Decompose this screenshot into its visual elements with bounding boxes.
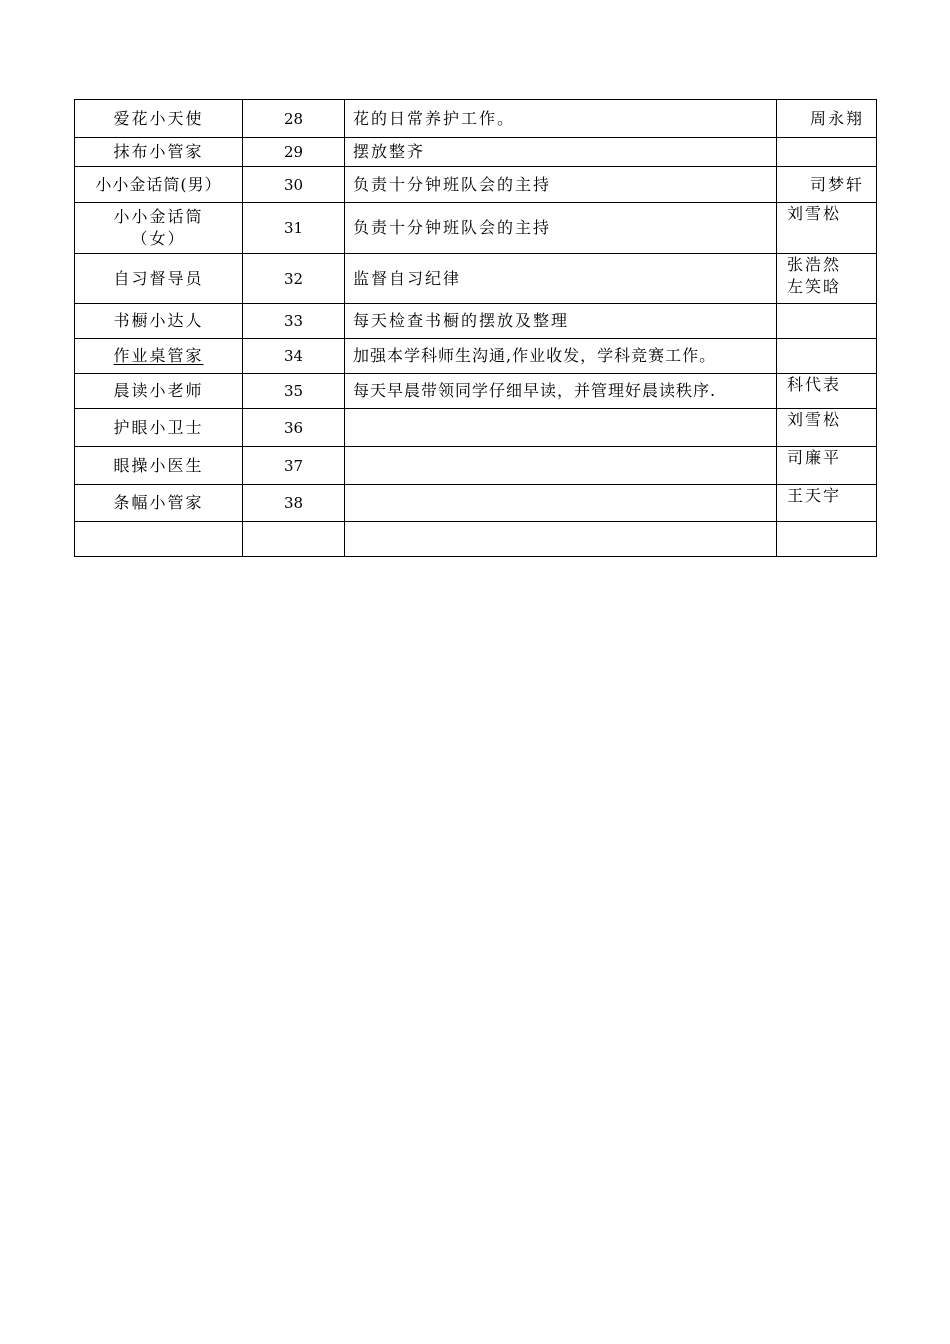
class-roles-table [74, 99, 877, 557]
table-row [75, 409, 877, 447]
person-cell [777, 339, 877, 374]
person-line-1: 张浩然 [787, 255, 842, 274]
table-row [75, 304, 877, 339]
duty-cell: 每天早晨带领同学仔细早读，并管理好晨读秩序. [345, 374, 777, 409]
person-cell: 刘雪松 [777, 203, 877, 254]
number-cell: 31 [243, 203, 345, 254]
duty-cell [345, 485, 777, 522]
role-cell: 自习督导员 [75, 254, 243, 304]
role-cell: 爱花小天使 [75, 100, 243, 138]
person-line-2: 左笑晗 [787, 277, 842, 296]
duty-cell: 摆放整齐 [345, 138, 777, 167]
number-cell: 38 [243, 485, 345, 522]
role-line-2: （女） [131, 229, 186, 248]
table-row [75, 522, 877, 557]
table-row [75, 203, 877, 254]
role-cell: 抹布小管家 [75, 138, 243, 167]
duty-cell: 加强本学科师生沟通,作业收发，学科竞赛工作。 [345, 339, 777, 374]
number-cell [243, 522, 345, 557]
person-cell: 刘雪松 [777, 409, 877, 447]
duty-cell [345, 409, 777, 447]
role-cell: 眼操小医生 [75, 447, 243, 485]
role-cell: 书橱小达人 [75, 304, 243, 339]
number-cell: 36 [243, 409, 345, 447]
table-row [75, 485, 877, 522]
person-cell: 司廉平 [777, 447, 877, 485]
role-cell: 条幅小管家 [75, 485, 243, 522]
role-cell: 晨读小老师 [75, 374, 243, 409]
number-cell: 32 [243, 254, 345, 304]
number-cell: 34 [243, 339, 345, 374]
table-row [75, 339, 877, 374]
duty-cell [345, 522, 777, 557]
table-row [75, 138, 877, 167]
person-cell [777, 522, 877, 557]
table-row [75, 167, 877, 203]
role-cell [75, 522, 243, 557]
number-cell: 28 [243, 100, 345, 138]
person-cell [777, 138, 877, 167]
table-row [75, 374, 877, 409]
person-cell: 周永翔 [777, 100, 877, 138]
duty-cell: 负责十分钟班队会的主持 [345, 167, 777, 203]
duty-cell: 每天检查书橱的摆放及整理 [345, 304, 777, 339]
role-cell: 护眼小卫士 [75, 409, 243, 447]
role-cell: 小小金话筒(男） [75, 167, 243, 203]
table-row [75, 447, 877, 485]
number-cell: 30 [243, 167, 345, 203]
duty-cell [345, 447, 777, 485]
person-cell [777, 254, 877, 304]
table-row [75, 100, 877, 138]
person-cell [777, 304, 877, 339]
role-line-1: 小小金话筒 [113, 207, 204, 226]
duty-cell: 负责十分钟班队会的主持 [345, 203, 777, 254]
role-cell [75, 339, 243, 374]
number-cell: 29 [243, 138, 345, 167]
role-label-underlined: 作业桌管家 [113, 346, 204, 365]
person-cell: 司梦轩 [777, 167, 877, 203]
table-row [75, 254, 877, 304]
duty-cell: 监督自习纪律 [345, 254, 777, 304]
person-cell: 王天宇 [777, 485, 877, 522]
number-cell: 35 [243, 374, 345, 409]
person-cell: 科代表 [777, 374, 877, 409]
number-cell: 33 [243, 304, 345, 339]
number-cell: 37 [243, 447, 345, 485]
role-cell [75, 203, 243, 254]
duty-cell: 花的日常养护工作。 [345, 100, 777, 138]
